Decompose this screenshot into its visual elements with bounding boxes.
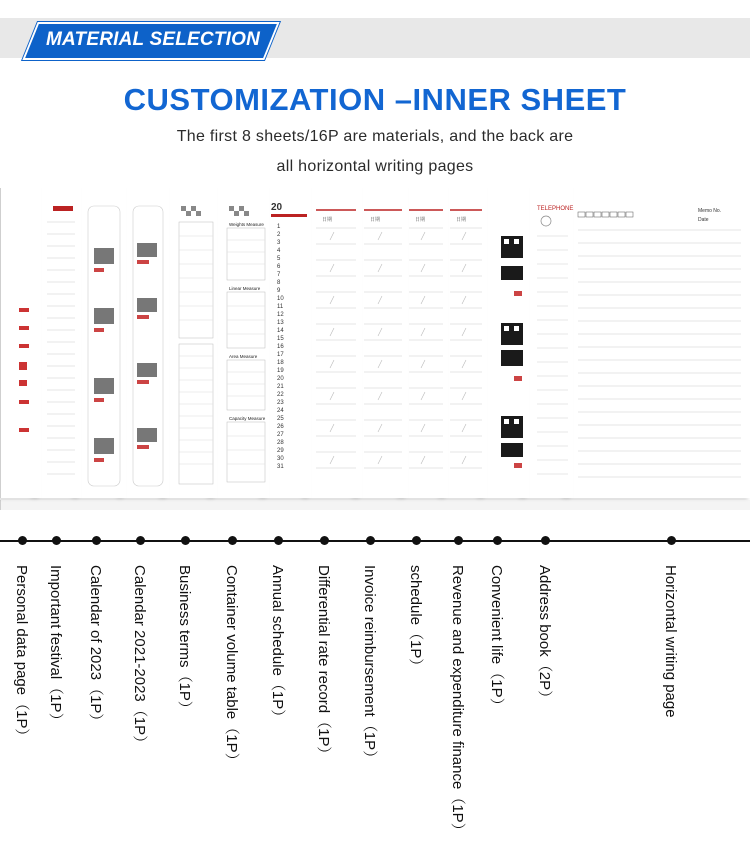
personal-data-art xyxy=(1,188,41,498)
sheet-address-book xyxy=(522,188,573,498)
svg-text:6: 6 xyxy=(277,264,281,270)
invoice-art xyxy=(356,188,408,498)
svg-text:26: 26 xyxy=(277,424,284,430)
svg-text:15: 15 xyxy=(277,336,284,342)
svg-text:28: 28 xyxy=(277,440,284,446)
qr-codes-art xyxy=(481,188,529,498)
schedule-date-label: 日期 xyxy=(415,217,426,223)
sheet-horizontal-writing xyxy=(565,188,750,498)
svg-text:29: 29 xyxy=(277,448,284,454)
timeline-dot xyxy=(412,536,421,545)
timeline-dot xyxy=(274,536,283,545)
timeline-label: Differential rate record（1P） xyxy=(315,565,332,762)
timeline-label: Calendar of 2023（1P） xyxy=(87,565,104,729)
timeline-label: Container volume table（1P） xyxy=(223,565,240,768)
svg-text:16: 16 xyxy=(277,344,284,350)
timeline-label: Annual schedule（1P） xyxy=(269,565,286,725)
timeline-dot xyxy=(18,536,27,545)
festival-art xyxy=(35,188,81,498)
svg-text:13: 13 xyxy=(277,320,284,326)
address-book-heading: TELEPHONE xyxy=(537,206,574,212)
timeline-label: Important festival（1P） xyxy=(47,565,64,728)
svg-text:21: 21 xyxy=(277,384,284,390)
svg-text:5: 5 xyxy=(277,256,281,262)
svg-text:31: 31 xyxy=(277,464,284,470)
sheet-invoice-reimbursement xyxy=(355,188,408,498)
rate-art xyxy=(306,188,362,498)
timeline-dot xyxy=(667,536,676,545)
timeline-dot xyxy=(454,536,463,545)
timeline-dot xyxy=(92,536,101,545)
timeline-line xyxy=(0,540,750,542)
svg-text:17: 17 xyxy=(277,352,284,358)
sheet-stack-edge xyxy=(0,500,750,510)
svg-text:25: 25 xyxy=(277,416,284,422)
timeline-label: Horizontal writing page xyxy=(662,565,679,718)
capacity-heading: Capacity Measure xyxy=(229,416,266,421)
schedule-art xyxy=(401,188,448,498)
section-tag-label: MATERIAL SELECTION xyxy=(46,29,261,50)
timeline-dot xyxy=(366,536,375,545)
timeline-label: Business terms（1P） xyxy=(176,565,193,716)
page-title: CUSTOMIZATION –INNER SHEET xyxy=(123,82,627,117)
timeline-label: Invoice reimbursement（1P） xyxy=(361,565,378,766)
svg-text:18: 18 xyxy=(277,360,284,366)
svg-text:7: 7 xyxy=(277,272,281,278)
svg-text:1: 1 xyxy=(277,224,281,230)
timeline-label: schedule（1P） xyxy=(407,565,424,674)
svg-text:3: 3 xyxy=(277,240,281,246)
sheet-calendar-2021-2023 xyxy=(120,188,169,498)
timeline-label: Personal data page（1P） xyxy=(13,565,30,744)
svg-text:20: 20 xyxy=(277,376,284,382)
svg-text:11: 11 xyxy=(277,304,284,310)
sheet-important-festival xyxy=(34,188,81,498)
annual-year-label: 20 xyxy=(271,202,283,213)
sheet-annual-schedule xyxy=(262,188,311,498)
subtitle-line-2: all horizontal writing pages xyxy=(276,158,474,175)
calendar-multi-art xyxy=(121,188,169,498)
timeline-dot xyxy=(228,536,237,545)
svg-text:27: 27 xyxy=(277,432,284,438)
svg-text:24: 24 xyxy=(277,408,284,414)
svg-text:23: 23 xyxy=(277,400,284,406)
business-terms-art xyxy=(163,188,217,498)
timeline-label: Calendar 2021-2023（1P） xyxy=(131,565,148,751)
timeline-label: Convenient life（1P） xyxy=(488,565,505,713)
svg-text:19: 19 xyxy=(277,368,284,374)
memo-date-label: Date xyxy=(698,217,709,223)
subtitle-line-1: The first 8 sheets/16P are materials, and the back are xyxy=(176,128,574,145)
timeline-label: Address book（2P） xyxy=(536,565,553,706)
svg-text:22: 22 xyxy=(277,392,284,398)
container-volume-art xyxy=(211,188,269,498)
sheet-calendar-2023 xyxy=(75,188,126,498)
timeline-dot xyxy=(493,536,502,545)
sheet-container-volume xyxy=(210,188,269,498)
svg-text:8: 8 xyxy=(277,280,281,286)
horizontal-writing-art xyxy=(566,188,750,498)
revenue-date-label: 日期 xyxy=(456,217,467,223)
area-heading: Area Measure xyxy=(229,354,258,359)
rate-date-label: 日期 xyxy=(322,217,333,223)
svg-text:2: 2 xyxy=(277,232,281,238)
inner-sheet-fan xyxy=(0,188,750,510)
memo-no-label: Memo No. xyxy=(698,208,722,214)
revenue-art xyxy=(442,188,487,498)
svg-text:4: 4 xyxy=(277,248,281,254)
timeline-dot xyxy=(181,536,190,545)
calendar-2023-art xyxy=(76,188,126,498)
svg-text:14: 14 xyxy=(277,328,284,334)
sheet-business-terms xyxy=(162,188,217,498)
timeline-dot xyxy=(320,536,329,545)
linear-heading: Linear Measure xyxy=(229,286,261,291)
sheet-personal-data xyxy=(0,188,41,498)
address-book-art xyxy=(523,188,573,498)
annual-art xyxy=(263,188,311,498)
invoice-date-label: 日期 xyxy=(370,217,381,223)
timeline-dot xyxy=(136,536,145,545)
svg-text:9: 9 xyxy=(277,288,281,294)
timeline-dot xyxy=(52,536,61,545)
timeline-label: Revenue and expenditure finance（1P） xyxy=(449,565,466,838)
weights-heading: Weights Measure xyxy=(229,222,264,227)
svg-text:30: 30 xyxy=(277,456,284,462)
svg-text:10: 10 xyxy=(277,296,284,302)
svg-text:12: 12 xyxy=(277,312,284,318)
sheet-convenient-life xyxy=(480,188,529,498)
timeline-dot xyxy=(541,536,550,545)
sheet-differential-rate xyxy=(305,188,362,498)
